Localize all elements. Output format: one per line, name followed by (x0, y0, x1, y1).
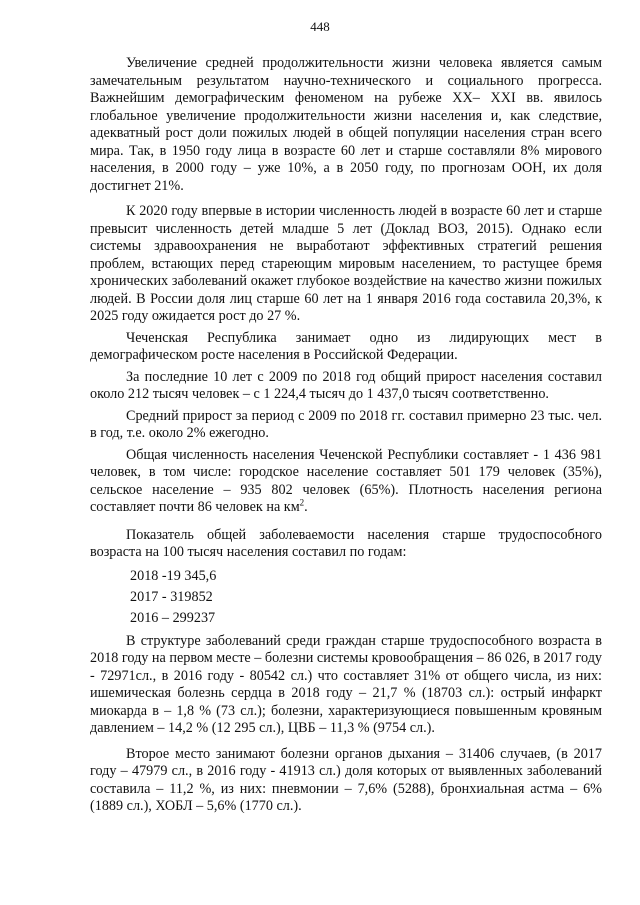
paragraph-total-population (90, 447, 602, 517)
list-item: 2016 – 299237 (130, 609, 216, 626)
paragraph-average-increase: Средний прирост за период с 2009 по 2018 гг. составил примерно 23 тыс. чел. в год, т.е. около 2% ежегодно. (90, 407, 602, 441)
population-text: Общая численность населения Чеченской Республики составляет - 1 436 981 человек, в том числе: городское население составляет 501 179 человек (35%), сельское население – 935 802 человек (65%). Плотность населения региона составляет почти 86 человек на км (90, 446, 602, 515)
population-superscript: 2 (299, 497, 305, 508)
paragraph-aging-2020: К 2020 году впервые в истории численность людей в возрасте 60 лет и старше превысит численность детей младше 5 лет (Доклад ВОЗ, 2015). Однако если системы здравоохранения не выработают эффективных стратегий решения проблем, встающих перед стареющим мировым населением, то растущее бремя хронических заболеваний окажет глубокое воздействие на качество жизни пожилых людей. В России доля лиц старше 60 лет на 1 января 2016 года составила 20,3%, к 2025 году ожидается рост до 27 %. (90, 203, 602, 324)
list-item: 2017 - 319852 (130, 588, 213, 605)
population-suffix: . (304, 499, 308, 515)
paragraph-respiratory-diseases: Второе место занимают болезни органов дыхания – 31406 случаев, (в 2017 году – 47979 сл., в 2016 году - 41913 сл.) доля которых от выявленных заболеваний составила – 11,2 %, из них: пневмонии – 7,6% (5288), бронхиальная астма – 6% (1889 сл.), ХОБЛ – 5,6% (1770 сл.). (90, 745, 602, 814)
paragraph-disease-structure: В структуре заболеваний среди граждан старше трудоспособного возраста в 2018 году на первом месте – болезни системы кровообращения – 86 026, в 2017 году - 72971сл., в 2016 году - 80542 сл.) что составляет 31% от общего числа, из них: ишемическая болезнь сердца в 2018 году – 21,7 % (18703 сл.): острый инфаркт миокарда в – 1,8 % (73 сл.); болезни, характеризующиеся повышенным кровяным давлением – 14,2 % (12 295 сл.), ЦВБ – 11,3 % (9754 сл.). (90, 632, 603, 736)
morbidity-year-list (90, 566, 602, 629)
paragraph-morbidity-intro: Показатель общей заболеваемости населения старше трудоспособного возраста на 100 тысяч населения составил по годам: (90, 526, 602, 560)
page-number: 448 (310, 19, 330, 34)
paragraph-population-increase: За последние 10 лет с 2009 по 2018 год общий прирост населения составил около 212 тысяч человек – с 1 224,4 тысяч до 1 437,0 тысяч соответственно. (90, 368, 602, 402)
document-body (90, 55, 602, 820)
paragraph-life-expectancy: Увеличение средней продолжительности жизни человека является самым замечательным результатом научно-технического и социального прогресса. Важнейшим демографическим феноменом на рубеже XX– XXI вв. явилось глобальное увеличение продолжительности жизни населения и, как следствие, адекватный рост доли пожилых людей в общей популяции населения стран всего мира. Так, в 1950 году лица в возрасте 60 лет и старше составляли 8% мирового населения, в 2000 году – уже 10%, а в 2050 году, по прогнозам ООН, их доля достигнет 21%. (90, 55, 602, 194)
list-item: 2018 -19 345,6 (130, 567, 217, 584)
paragraph-chechen-growth: Чеченская Республика занимает одно из лидирующих мест в демографическом росте населения в Российской Федерации. (90, 329, 602, 363)
